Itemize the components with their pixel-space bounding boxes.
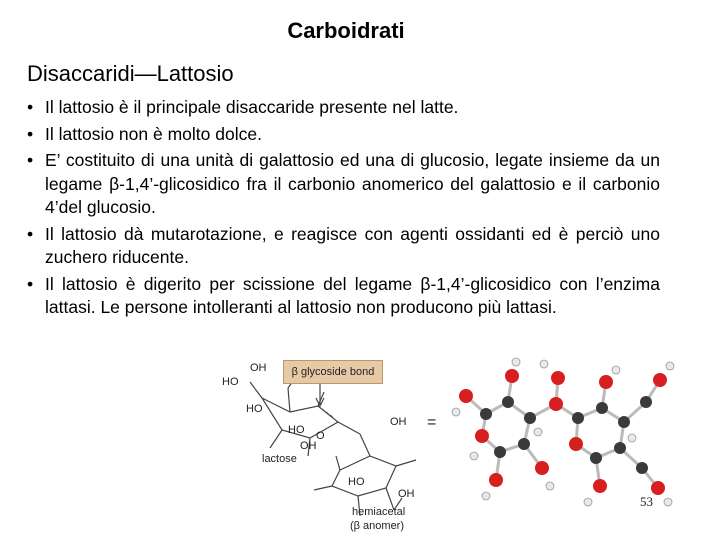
slide-title: Carboidrati [287,18,405,43]
bullet-item [27,123,660,147]
label-oh-mid: OH [390,416,407,428]
equals-sign: = [427,414,437,431]
bullet-dot: • [27,273,34,294]
label-ho-mid: HO [288,424,305,436]
bullet-text: Il lattosio è il principale disaccaride presente nel latte. [45,97,459,117]
bullet-list [27,96,660,323]
label-oh-low: OH [300,440,317,452]
oxygen-atoms [459,369,667,495]
label-oh-top: OH [250,362,267,374]
label-ho-left: HO [246,403,263,415]
label-oh-right: OH [398,488,415,500]
label-lactose: lactose [262,453,297,465]
bullet-item [27,149,660,220]
slide-subtitle: Disaccaridi—Lattosio [27,61,234,86]
bullet-dot: • [27,223,34,244]
bullet-dot: • [27,123,34,144]
bullet-text: E’ costituito di una unità di galattosio ed una di glucosio, legate insieme da un legame β-1,4’-glicosidico fra il carbonio anomerico del galattosio e il carbonio 4’del glucosio. [45,150,660,217]
bullet-dot: • [27,97,34,117]
bullet-item [27,223,660,270]
glycoside-bond-callout: β glycoside bond [283,360,383,384]
bullet-text: Il lattosio è digerito per scissione del legame β-1,4’-glicosidico con l’enzima lattasi. Le persone intolleranti al lattosio non producono più lattasi. [45,273,660,317]
label-ring-o: O [316,430,325,442]
label-hemiacetal: hemiacetal [352,506,406,518]
lactose-structure-diagram [210,360,440,538]
page-number: 53 [640,494,653,509]
label-ho-bottom: HO [348,476,365,488]
lactose-ball-stick-model [446,356,680,516]
bullet-item [27,96,660,120]
carbon-atoms [480,396,652,474]
bullet-item [27,273,660,320]
bullet-dot: • [27,150,34,170]
label-ho-top: HO [222,376,239,388]
label-anomer: (β anomer) [350,520,405,532]
bullet-text: Il lattosio non è molto dolce. [45,123,262,144]
bullet-text: Il lattosio dà mutarotazione, e reagisce con agenti ossidanti ed è perciò uno zuchero riducente. [45,223,660,267]
